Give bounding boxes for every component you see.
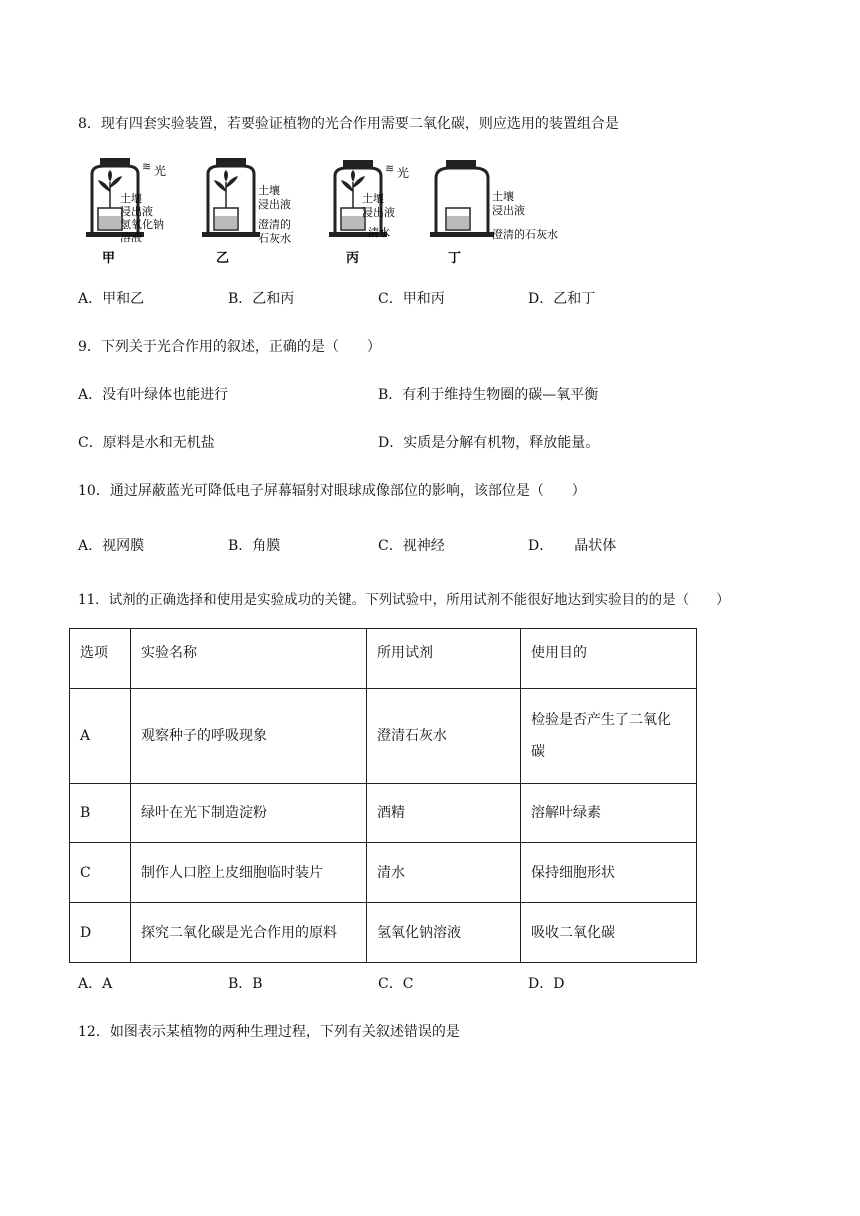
q9-option-a[interactable]: A．没有叶绿体也能进行: [78, 387, 229, 403]
label-jia-4: 溶液: [120, 231, 142, 244]
question-9-stem: 9．下列关于光合作用的叙述，正确的是（ ）: [78, 339, 381, 355]
table-cell: D: [70, 903, 131, 963]
jar-ding: [430, 160, 494, 237]
q10-option-d[interactable]: D． 晶状体: [528, 538, 617, 554]
header-cell: 实验名称: [131, 629, 367, 689]
q10-option-a[interactable]: A．视网膜: [78, 538, 145, 554]
label-ding-2: 浸出液: [492, 204, 525, 217]
q9-option-c[interactable]: C．原料是水和无机盐: [78, 435, 215, 451]
table-cell: 制作人口腔上皮细胞临时装片: [131, 843, 367, 903]
q10-option-b[interactable]: B．角膜: [228, 538, 281, 554]
table-cell: 澄清石灰水: [367, 689, 521, 784]
light-label-bing: 光: [397, 166, 410, 180]
table-row: [70, 903, 697, 963]
header-cell: 选项: [70, 629, 131, 689]
table-row: [70, 689, 697, 784]
question-10-stem: 10．通过屏蔽蓝光可降低电子屏幕辐射对眼球成像部位的影响，该部位是（ ）: [78, 483, 586, 499]
q10-option-c[interactable]: C．视神经: [378, 538, 445, 554]
table-cell: 吸收二氧化碳: [521, 903, 697, 963]
q11-option-d[interactable]: D．D: [528, 976, 565, 992]
label-jia-1: 土壤: [120, 192, 142, 205]
question-8-stem: 8．现有四套实验装置，若要验证植物的光合作用需要二氧化碳，则应选用的装置组合是: [78, 116, 619, 132]
table-cell: 氢氧化钠溶液: [367, 903, 521, 963]
header-cell: 所用试剂: [367, 629, 521, 689]
table-cell: [521, 689, 697, 784]
label-bing-2: 浸出液: [362, 206, 395, 219]
light-label-jia: 光: [154, 164, 167, 178]
table-cell: A: [70, 689, 131, 784]
label-ding-3: 澄清的石灰水: [492, 228, 558, 241]
label-ding-1: 土壤: [492, 190, 514, 203]
table-cell: 观察种子的呼吸现象: [131, 689, 367, 784]
label-jia-2: 浸出液: [120, 205, 153, 218]
table-cell: 保持细胞形状: [521, 843, 697, 903]
q8-option-d[interactable]: D．乙和丁: [528, 291, 596, 307]
name-ding: 丁: [448, 251, 462, 266]
table-cell: C: [70, 843, 131, 903]
name-jia: 甲: [102, 251, 116, 266]
table-row: [70, 784, 697, 843]
table-cell: 清水: [367, 843, 521, 903]
q8-option-c[interactable]: C．甲和丙: [378, 291, 445, 307]
label-yi-3: 澄清的: [258, 218, 291, 231]
label-yi-4: 石灰水: [258, 232, 291, 245]
q8-option-a[interactable]: A．甲和乙: [78, 291, 145, 307]
q11-option-a[interactable]: A．A: [78, 976, 113, 992]
reagent-table: [69, 628, 697, 963]
label-bing-3: 清水: [368, 226, 390, 239]
svg-text:≋: ≋: [385, 162, 395, 175]
q8-option-b[interactable]: B．乙和丙: [228, 291, 295, 307]
q11-option-b[interactable]: B．B: [228, 976, 263, 992]
table-cell-line: 检验是否产生了二氧化: [531, 712, 671, 728]
table-header-row: [70, 629, 697, 689]
jar-yi: [202, 158, 260, 237]
table-row: [70, 843, 697, 903]
svg-text:≋: ≋: [142, 160, 152, 173]
table-cell: 探究二氧化碳是光合作用的原料: [131, 903, 367, 963]
q11-option-c[interactable]: C．C: [378, 976, 414, 992]
table-cell: 绿叶在光下制造淀粉: [131, 784, 367, 843]
question-11-stem: 11．试剂的正确选择和使用是实验成功的关键。下列试验中，所用试剂不能很好地达到实验目的的是（ ）: [78, 592, 730, 608]
table-cell-line: 碳: [531, 744, 545, 760]
name-yi: 乙: [216, 251, 230, 266]
label-bing-1: 土壤: [362, 192, 384, 205]
question-12-stem: 12．如图表示某植物的两种生理过程，下列有关叙述错误的是: [78, 1024, 460, 1040]
table-cell: B: [70, 784, 131, 843]
table-cell: 溶解叶绿素: [521, 784, 697, 843]
experiment-apparatus-figure: [78, 152, 598, 270]
table-cell: 酒精: [367, 784, 521, 843]
q9-option-b[interactable]: B．有利于维持生物圈的碳—氧平衡: [378, 387, 599, 403]
label-jia-3: 氢氧化钠: [120, 218, 164, 231]
label-yi-1: 土壤: [258, 184, 280, 197]
header-cell: 使用目的: [521, 629, 697, 689]
q9-option-d[interactable]: D．实质是分解有机物，释放能量。: [378, 435, 600, 451]
name-bing: 丙: [346, 251, 360, 266]
label-yi-2: 浸出液: [258, 198, 291, 211]
